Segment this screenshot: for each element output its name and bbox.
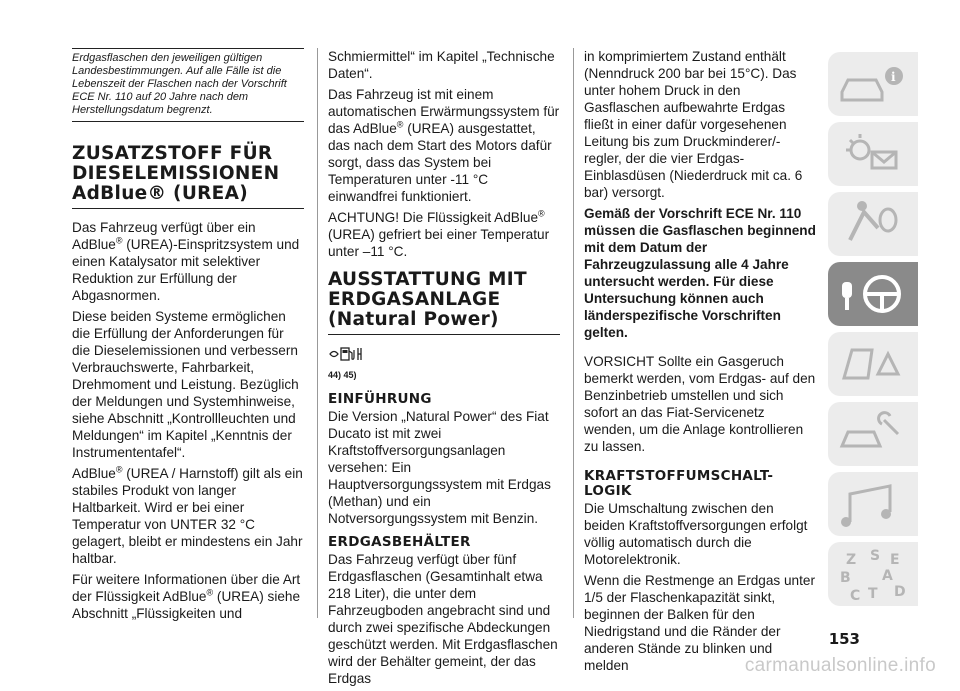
tab-maintenance[interactable] — [828, 402, 918, 466]
index-letter: B — [840, 570, 851, 586]
paragraph: Für weitere Informationen über die Art der Flüssigkeit AdBlue® (UREA) siehe Abschnitt „Flüssigkeiten und — [72, 572, 301, 621]
paragraph: Wenn die Restmenge an Erdgas unter 1/5 der Flaschenkapazität sinkt, beginnen der Balken für den Niedrigstand und die Ränder der anderen Stände zu blinken und melden — [584, 573, 815, 673]
index-letter: D — [894, 584, 906, 600]
svg-text:i: i — [891, 70, 896, 84]
car-maintenance-icon — [828, 402, 918, 466]
paragraph: Das Fahrzeug verfügt über fünf Erdgasflaschen (Gesamtinhalt etwa 218 Liter), die unter dem Fahrzeugboden angebracht sind und durch zwei spezifische Abdeckungen geschützt werden. Mit Erdgasflaschen wird der Behälter gemeint, der das Erdgas — [328, 552, 558, 686]
gas-pump-icon — [328, 345, 368, 363]
paragraph: Die Umschaltung zwischen den beiden Kraftstoffversorgungen erfolgt völlig automatisch durch die Motorelektronik. — [584, 501, 808, 567]
media-music-icon — [828, 472, 918, 536]
car-emergency-icon — [828, 332, 918, 396]
index-letter: A — [882, 568, 893, 584]
section-heading-natural-power: AUSSTATTUNG MIT ERDGASANLAGE (Natural Power) — [328, 270, 560, 335]
continued-note: Erdgasflaschen den jeweiligen gültigen Landesbestimmungen. Auf alle Fälle ist die Lebenszeit der Flaschen nach der Vorschrift ECE Nr. 110 auf 20 Jahre nach dem Herstellungsdatum begrenzt. — [72, 48, 304, 122]
index-letter: S — [870, 548, 881, 564]
index-letter: C — [850, 588, 861, 604]
paragraph: Schmiermittel“ im Kapitel „Technische Daten“. — [328, 49, 555, 81]
index-letter: E — [890, 552, 900, 568]
chapter-tabs — [828, 52, 918, 612]
fuel-icon-block — [328, 345, 560, 384]
paragraph: VORSICHT Sollte ein Gasgeruch bemerkt werden, vom Erdgas- auf den Benzinbetrieb umstellen und sich sofort an das Fiat-Servicenetz wenden, um die Anlage kontrollieren zu lassen. — [584, 354, 816, 454]
subheading-einfuehrung: EINFÜHRUNG — [328, 391, 432, 407]
paragraph: Die Version „Natural Power“ des Fiat Ducato ist mit zwei Kraftstoffversorgungsanlagen versehen: Ein Hauptversorgungssystem mit Erdgas (Methan) und ein Notversorgungssystem mit Benzin. — [328, 409, 551, 526]
paragraph: in komprimiertem Zustand enthält (Nenndruck 200 bar bei 15°C). Das unter hohem Druck in den Gasflaschen aufbewahrte Erdgas fließt in einer dafür vorgesehenen Leitung bis zum Druckminderer/-regler, der die vier Erdgas-Einblasdüsen (Niederdruck mit ca. 6 bar) versorgt. — [584, 49, 803, 200]
index-letter: Z — [846, 552, 857, 568]
bold-paragraph: Gemäß der Vorschrift ECE Nr. 110 müssen die Gasflaschen beginnend mit dem Datum der Fahrzeugzulassung alle 4 Jahre untersucht werden. Für diese Untersuchung können auch länderspezifische Vorschriften gelten. — [584, 206, 816, 340]
tab-warning-lights[interactable] — [828, 122, 918, 186]
section-heading-adblue: ZUSATZSTOFF FÜR DIESELEMISSIONEN AdBlue® (UREA) — [72, 144, 304, 209]
tab-car-info[interactable] — [828, 52, 918, 116]
warning-reference: 44) 45) — [328, 370, 357, 380]
tab-index[interactable] — [828, 542, 918, 606]
subheading-erdgasbehaelter: ERDGASBEHÄLTER — [328, 534, 471, 550]
paragraph: Das Fahrzeug verfügt über ein AdBlue® (UREA)-Einspritzsystem und einen Katalysator mit selektiver Reduktion zur Erfüllung der Abgasnormen. — [72, 220, 300, 303]
watermark: carmanualsonline.info — [744, 655, 936, 676]
page-number: 153 — [828, 630, 860, 648]
warning-lights-icon — [828, 122, 918, 186]
airbag-safety-icon — [828, 192, 918, 256]
text-column-2 — [328, 48, 560, 691]
tab-emergency[interactable] — [828, 332, 918, 396]
car-info-icon — [828, 52, 918, 116]
column-divider — [573, 48, 574, 618]
text-column-3 — [584, 48, 816, 678]
tab-multimedia[interactable] — [828, 472, 918, 536]
subheading-umschaltlogik: KRAFTSTOFFUMSCHALT-LOGIK — [584, 468, 774, 499]
alphabetical-index-icon — [828, 542, 918, 606]
column-divider — [317, 48, 318, 618]
paragraph: AdBlue® (UREA / Harnstoff) gilt als ein stabiles Produkt von langer Haltbarkeit. Wird er bei einer Temperatur von UNTER 32 °C gelagert, bleibt er mindestens ein Jahr haltbar. — [72, 464, 303, 566]
paragraph: Das Fahrzeug ist mit einem automatischen Erwärmungssystem für das AdBlue® (UREA) ausgestattet, das nach dem Start des Motors dafür sorgt, dass das System bei Temperaturen unter -11 °C einwandfrei funktioniert. — [328, 87, 560, 204]
index-letter: T — [868, 586, 878, 602]
paragraph: ACHTUNG! Die Flüssigkeit AdBlue® (UREA) gefriert bei einer Temperatur unter –11 °C. — [328, 208, 550, 259]
key-steering-wheel-icon — [828, 262, 918, 326]
tab-starting-driving[interactable] — [828, 262, 918, 326]
text-column-1 — [72, 48, 304, 626]
tab-safety[interactable] — [828, 192, 918, 256]
paragraph: Diese beiden Systeme ermöglichen die Erfüllung der Anforderungen für die Dieselemissionen und verbessern Verbrauchswerte, Fahrbarkeit, Drehmoment und Leistung. Bezüglich der Meldungen und Systemhinweise, siehe Abschnitt „Kontrollleuchten und Meldungen“ im Kapitel „Kenntnis der Instrumententafel“. — [72, 309, 299, 460]
